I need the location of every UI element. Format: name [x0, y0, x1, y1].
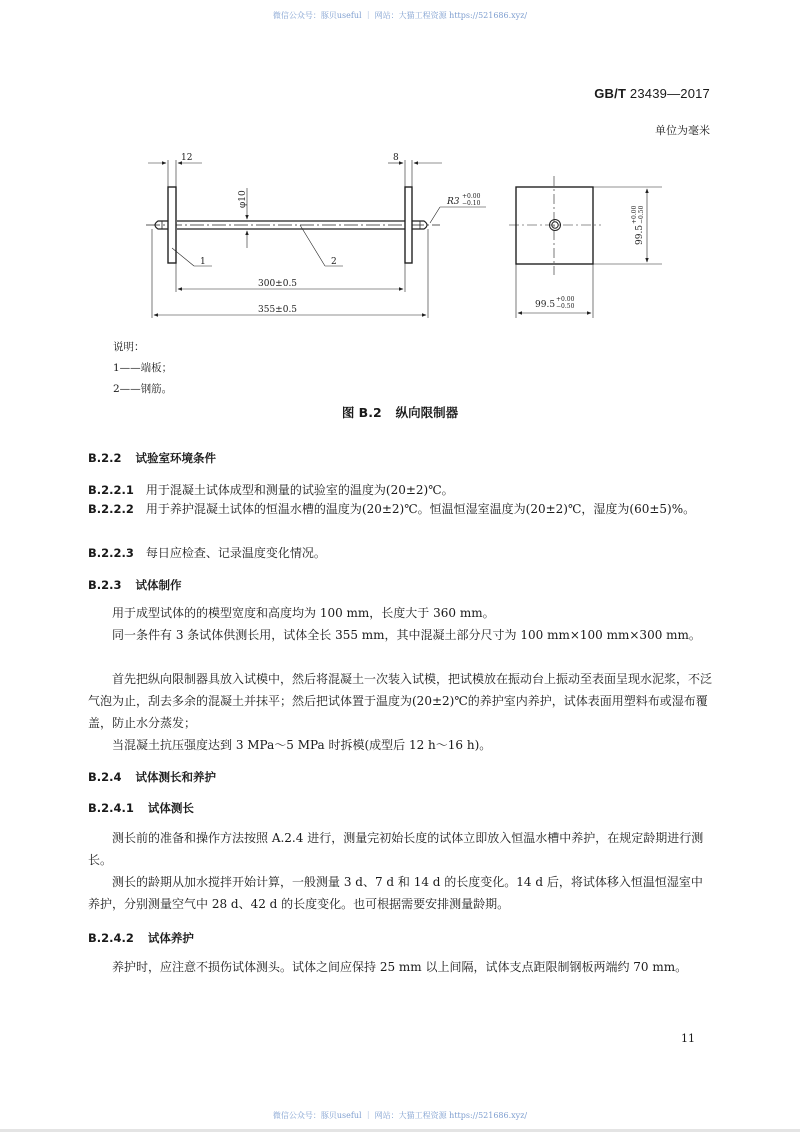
watermark-bottom: 微信公众号：豚贝useful ｜ 网站：大猫工程资源 https://521686.xyz/: [272, 1111, 528, 1120]
dim-plate-width: 99.5: [535, 300, 556, 310]
section-heading-b242: B.2.4.2 试体养护: [88, 931, 194, 945]
standard-code: 23439—2017: [629, 86, 710, 101]
paragraph: 养护时，应注意不损伤试体测头。试体之间应保持 25 mm 以上间隔，试体支点距限制钢板两端约 70 mm。: [112, 960, 688, 974]
paragraph: 当混凝土抗压强度达到 3 MPa～5 MPa 时拆模(成型后 12 h～16 h)。: [112, 738, 492, 752]
longitudinal-restrainer-drawing: [0, 140, 800, 330]
watermark-top: 微信公众号：豚贝useful ｜ 网站：大猫工程资源 https://521686.xyz/: [272, 11, 528, 20]
figure-legend: [113, 337, 172, 400]
standard-prefix: GB/T: [594, 86, 627, 101]
callout-1: 1: [200, 257, 206, 267]
dim-right-plate: 8: [393, 153, 399, 163]
dim-plate-width-upper: +0.00: [556, 296, 575, 303]
dim-inner-length: 300±0.5: [258, 279, 298, 289]
page-number: 11: [681, 1032, 695, 1045]
dim-total-length: 355±0.5: [258, 305, 298, 315]
dim-tip-radius-upper: +0.00: [462, 193, 481, 200]
paragraph: 用于成型试体的的模型宽度和高度均为 100 mm，长度大于 360 mm。: [112, 606, 495, 620]
section-heading-b24: B.2.4 试体测长和养护: [88, 770, 217, 784]
clause-b2222: B.2.2.2 用于养护混凝土试体的恒温水槽的温度为(20±2)℃。恒温恒湿室温度为(20±2)℃，湿度为(60±5)%。: [88, 502, 696, 516]
unit-note: 单位为毫米: [655, 124, 710, 137]
standard-number: [594, 86, 710, 101]
clause-b2221: B.2.2.1 用于混凝土试体成型和测量的试验室的温度为(20±2)℃。: [88, 483, 454, 497]
dim-plate-height-upper: +0.00: [631, 205, 638, 224]
dim-tip-radius: R3: [447, 197, 460, 207]
callout-2: 2: [331, 257, 337, 267]
section-heading-b22: B.2.2 试验室环境条件: [88, 451, 217, 465]
dim-plate-height: 99.5: [635, 224, 645, 245]
figure-caption: [0, 403, 800, 421]
paragraph: 同一条件有 3 条试体供测长用，试体全长 355 mm，其中混凝土部分尺寸为 100 mm×100 mm×300 mm。: [112, 628, 701, 642]
paragraph: 首先把纵向限制器具放入试模中，然后将混凝土一次装入试模，把试模放在振动台上振动至表面呈现水泥浆，不泛气泡为止，刮去多余的混凝土并抹平；然后把试体置于温度为(20±2)℃的养护室内养护，试体表面用塑料布或湿布覆盖，防止水分蒸发；: [88, 672, 713, 730]
legend-title: 说明：: [113, 341, 145, 353]
dim-tip-radius-lower: −0.10: [462, 200, 481, 207]
legend-item: 1——端板；: [113, 362, 173, 374]
figure-number: 图 B.2: [341, 405, 382, 420]
dim-plate-height-lower: −0.50: [638, 205, 645, 224]
dim-plate-width-lower: −0.50: [556, 303, 575, 310]
section-heading-b241: B.2.4.1 试体测长: [88, 801, 194, 815]
dim-left-plate: 12: [181, 153, 193, 163]
legend-item: 2——钢筋。: [113, 383, 173, 395]
dim-rod-diameter: φ10: [238, 190, 248, 208]
section-heading-b23: B.2.3 试体制作: [88, 578, 182, 592]
figure-title: 纵向限制器: [395, 405, 459, 420]
paragraph: 测长的龄期从加水搅拌开始计算，一般测量 3 d、7 d 和 14 d 的长度变化。14 d 后，将试体移入恒温恒湿室中养护，分别测量空气中 28 d、42 d 的长度变化。也可根据需要安排测量龄期。: [88, 875, 703, 911]
clause-b2223: B.2.2.3 每日应检查、记录温度变化情况。: [88, 546, 326, 560]
paragraph: 测长前的准备和操作方法按照 A.2.4 进行，测量完初始长度的试体立即放入恒温水槽中养护，在规定龄期进行测长。: [88, 831, 704, 867]
